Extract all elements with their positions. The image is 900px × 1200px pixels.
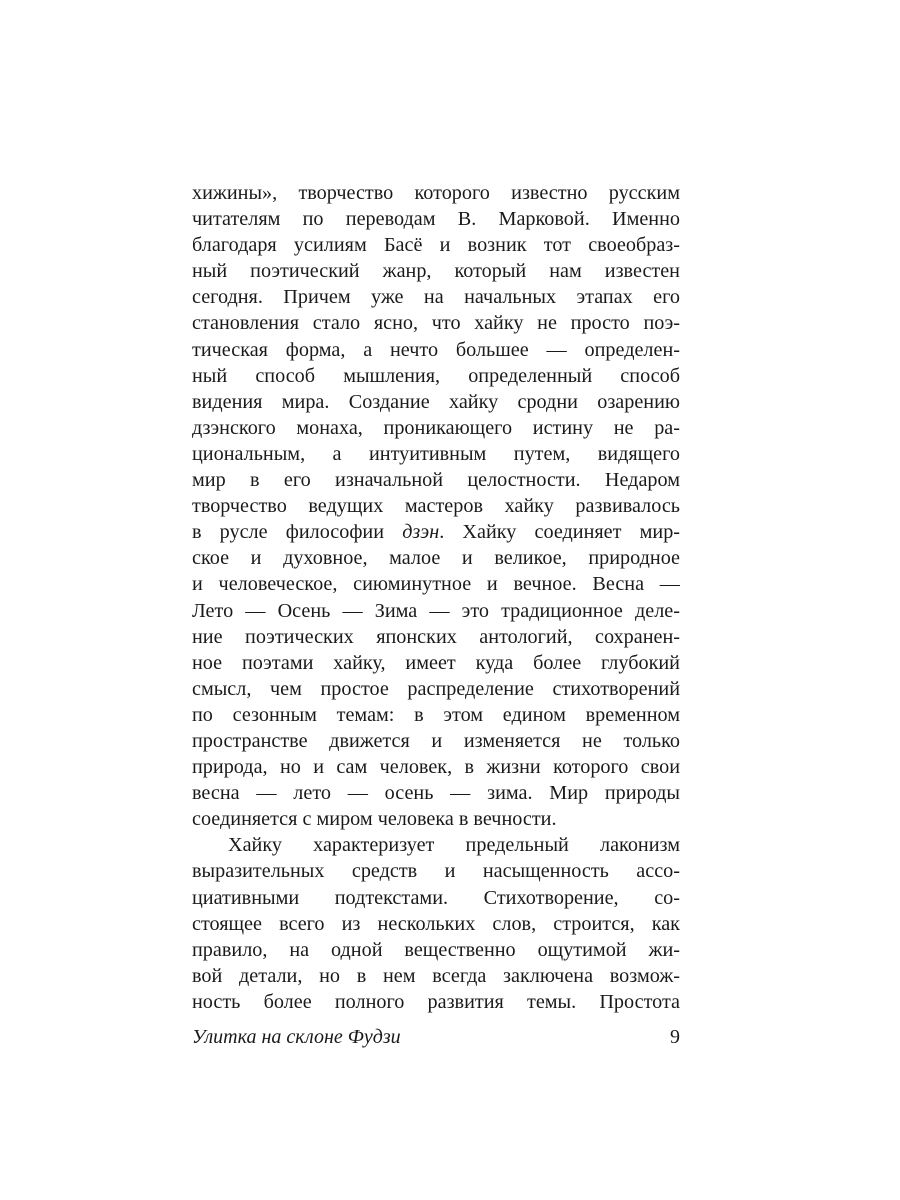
- paragraph-1: [192, 180, 680, 832]
- text-line: ность более полного развития темы. Простота: [192, 990, 680, 1013]
- text-line: вой детали, но в нем всегда заключена возмож-: [192, 964, 680, 987]
- text-line: природа, но и сам человек, в жизни которого свои: [192, 756, 680, 779]
- text-line: ное поэтами хайку, имеет куда более глубокий: [192, 651, 680, 674]
- text-line: творчество ведущих мастеров хайку развивалось: [192, 495, 680, 518]
- text-line: ный способ мышления, определенный способ: [192, 364, 680, 387]
- text-line: и человеческое, сиюминутное и вечное. Весна —: [192, 573, 680, 596]
- page-footer: [192, 1026, 680, 1054]
- text-line: стоящее всего из нескольких слов, строится, как: [192, 912, 680, 935]
- text-line: соединяется с миром человека в вечности.: [192, 808, 557, 831]
- text-line: хижины», творчество которого известно русским: [192, 182, 680, 204]
- text-line: выразительных средств и насыщенность ассо-: [192, 860, 680, 883]
- text-line: читателям по переводам В. Марковой. Именно: [192, 208, 680, 231]
- text-line: ный поэтический жанр, который нам известен: [192, 260, 680, 283]
- text-line: смысл, чем простое распределение стихотворений: [192, 677, 680, 700]
- page-number: 9: [670, 1026, 680, 1048]
- text-line: пространстве движется и изменяется не только: [192, 729, 680, 752]
- text-segment: в русле философии: [192, 521, 403, 544]
- text-line: правило, на одной вещественно ощутимой жи-: [192, 938, 680, 961]
- text-line: тическая форма, а нечто большее — определен-: [192, 338, 680, 361]
- text-line: мир в его изначальной целостности. Недаром: [192, 469, 680, 492]
- text-line: благодаря усилиям Басё и возник тот своеобраз-: [192, 234, 680, 257]
- text-line: циональным, а интуитивным путем, видящего: [192, 442, 680, 465]
- text-line: Хайку характеризует предельный лаконизм: [228, 834, 680, 857]
- text-line: становления стало ясно, что хайку не просто поэ-: [192, 312, 680, 335]
- text-line: дзэнского монаха, проникающего истину не ра-: [192, 416, 680, 439]
- italic-term: дзэн: [402, 521, 440, 544]
- text-line: [192, 519, 680, 545]
- text-line: циативными подтекстами. Стихотворение, со-: [192, 886, 680, 909]
- text-line: ское и духовное, малое и великое, природное: [192, 547, 680, 570]
- text-line: весна — лето — осень — зима. Мир природы: [192, 782, 680, 805]
- text-line: ние поэтических японских антологий, сохранен-: [192, 625, 680, 648]
- text-line: по сезонным темам: в этом едином временном: [192, 703, 680, 726]
- text-line: видения мира. Создание хайку сродни озарению: [192, 390, 680, 413]
- running-title: Улитка на склоне Фудзи: [192, 1026, 401, 1048]
- paragraph-2: [192, 832, 680, 1015]
- text-line: сегодня. Причем уже на начальных этапах его: [192, 286, 680, 309]
- body-text: [192, 180, 680, 1015]
- text-line: Лето — Осень — Зима — это традиционное деле-: [192, 599, 680, 622]
- text-segment: . Хайку соединяет мир-: [439, 521, 680, 544]
